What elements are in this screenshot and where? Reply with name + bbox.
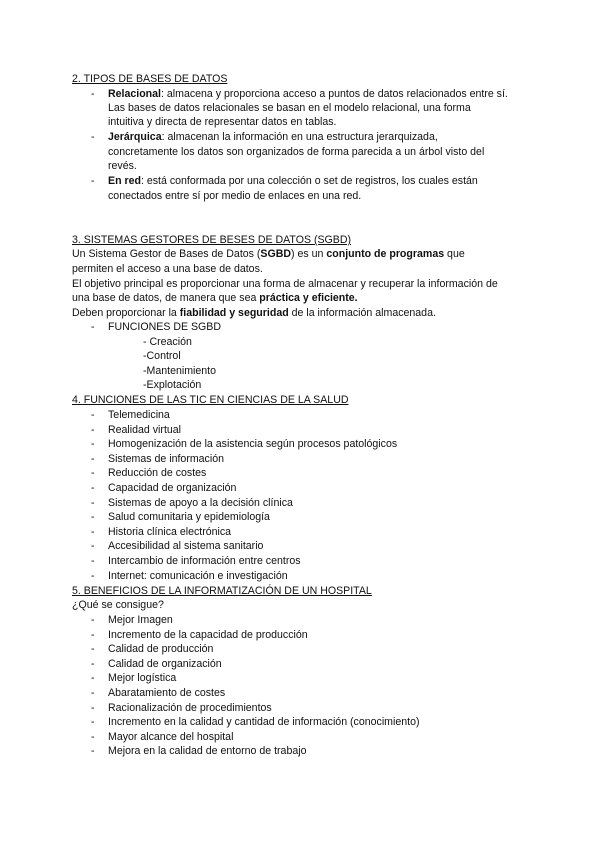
bullet-dash: - xyxy=(91,716,95,729)
bullet-dash: - xyxy=(91,628,95,641)
text-span: Deben proporcionar la xyxy=(72,307,180,319)
list-item: Incremento de la capacidad de producción xyxy=(108,628,308,641)
list-item: Calidad de organización xyxy=(108,657,222,670)
relacional-line-3: intuitiva y directa de representar datos en tablas. xyxy=(108,116,337,128)
list-item: Abaratamiento de costes xyxy=(108,687,226,699)
bullet-dash: - xyxy=(91,555,95,567)
list-item: Racionalización de procedimientos xyxy=(108,701,272,714)
bullet-dash: - xyxy=(91,511,95,524)
funcion-item: -Mantenimiento xyxy=(143,365,217,377)
bullet-dash: - xyxy=(91,423,95,436)
bullet-dash: - xyxy=(91,496,95,509)
red-line-1 xyxy=(108,174,478,189)
sgbd-paragraph-line-1 xyxy=(72,247,465,262)
funcion-item: -Explotación xyxy=(143,379,202,391)
bullet-dash: - xyxy=(91,672,95,685)
bullet-dash: - xyxy=(91,409,95,421)
text-span: una base de datos, de manera que sea xyxy=(72,292,260,304)
bullet-dash: - xyxy=(91,321,95,333)
jerarquica-term: Jerárquica xyxy=(108,131,162,143)
funcion-item: - Creación xyxy=(143,336,192,348)
red-text: : está conformada por una colección o set de registros, los cuales están xyxy=(140,175,478,187)
section-5-title: 5. BENEFICIOS DE LA INFORMATIZACIÓN DE UN HOSPITAL xyxy=(72,585,372,597)
list-item: Capacidad de organización xyxy=(108,482,237,494)
bullet-dash: - xyxy=(91,438,95,451)
list-item: Sistemas de apoyo a la decisión clínica xyxy=(108,496,293,509)
list-item: Accesibilidad al sistema sanitario xyxy=(108,540,264,553)
list-item: Telemedicina xyxy=(108,409,170,421)
sgbd-paragraph-line-4 xyxy=(72,291,358,306)
bold-span: conjunto de programas xyxy=(326,248,445,260)
list-item: Sistemas de información xyxy=(108,452,224,465)
bold-span: fiabilidad y seguridad xyxy=(179,307,289,319)
bullet-dash: - xyxy=(91,569,95,582)
text-span: de la información almacenada. xyxy=(288,307,436,319)
red-line-2: conectados entre sí por medio de enlaces en una red. xyxy=(108,190,362,202)
bullet-dash: - xyxy=(91,687,95,699)
relacional-text: : almacena y proporciona acceso a puntos de datos relacionados entre sí. xyxy=(161,88,508,100)
bullet-dash: - xyxy=(91,175,95,187)
list-item: Salud comunitaria y epidemiología xyxy=(108,511,270,524)
bullet-dash: - xyxy=(91,88,95,100)
sgbd-paragraph-line-5 xyxy=(72,306,436,321)
list-item: Homogenización de la asistencia según procesos patológicos xyxy=(108,438,398,451)
section-4-title: 4. FUNCIONES DE LAS TIC EN CIENCIAS DE LA SALUD xyxy=(72,394,349,406)
bullet-dash: - xyxy=(91,482,95,494)
bullet-dash: - xyxy=(91,730,95,743)
bullet-dash: - xyxy=(91,452,95,465)
bullet-dash: - xyxy=(91,131,95,143)
sgbd-paragraph-line-2: permiten el acceso a una base de datos. xyxy=(72,263,263,275)
bullet-dash: - xyxy=(91,657,95,670)
text-span: Un Sistema Gestor de Bases de Datos ( xyxy=(72,248,261,260)
list-item: Mejora en la calidad de entorno de trabajo xyxy=(108,745,307,758)
text-span: que xyxy=(444,248,465,260)
text-span: ) es un xyxy=(291,248,327,260)
jerarquica-line-3: revés. xyxy=(108,160,137,172)
jerarquica-text: : almacenan la información en una estructura jerarquizada, xyxy=(161,131,438,143)
bullet-dash: - xyxy=(91,701,95,714)
bullet-dash: - xyxy=(91,525,95,538)
sgbd-paragraph-line-3: El objetivo principal es proporcionar una forma de almacenar y recuperar la información de xyxy=(72,278,498,290)
list-item: Internet: comunicación e investigación xyxy=(108,569,288,582)
bullet-dash: - xyxy=(91,540,95,553)
jerarquica-line-1 xyxy=(108,130,438,145)
list-item: Incremento en la calidad y cantidad de información (conocimiento) xyxy=(108,716,420,729)
section-2-title: 2. TIPOS DE BASES DE DATOS xyxy=(72,73,228,85)
section-5-question: ¿Qué se consigue? xyxy=(72,599,164,611)
section-3-title: 3. SISTEMAS GESTORES DE BESES DE DATOS (SGBD) xyxy=(72,234,352,246)
list-item: Reducción de costes xyxy=(108,467,207,480)
list-item: Mejor logística xyxy=(108,672,177,685)
list-item: Realidad virtual xyxy=(108,423,182,436)
list-item: Historia clínica electrónica xyxy=(108,525,232,538)
list-item: Calidad de producción xyxy=(108,643,214,656)
relacional-term: Relacional xyxy=(108,88,161,100)
relacional-line-1 xyxy=(108,87,508,102)
bullet-dash: - xyxy=(91,643,95,656)
bullet-dash: - xyxy=(91,467,95,480)
funciones-sgbd-heading: FUNCIONES DE SGBD xyxy=(108,321,222,333)
list-item: Mayor alcance del hospital xyxy=(108,730,234,743)
list-item: Mejor Imagen xyxy=(108,614,173,626)
list-item: Intercambio de información entre centros xyxy=(108,555,301,567)
jerarquica-line-2: concretamente los datos son organizados de forma parecida a un árbol visto del xyxy=(108,146,485,158)
relacional-line-2: Las bases de datos relacionales se basan en el modelo relacional, una forma xyxy=(108,102,471,114)
bullet-dash: - xyxy=(91,614,95,626)
funcion-item: -Control xyxy=(143,350,181,362)
bold-span: SGBD xyxy=(260,248,292,260)
bullet-dash: - xyxy=(91,745,95,758)
bold-span: práctica y eficiente. xyxy=(259,292,358,304)
red-term: En red xyxy=(108,175,141,187)
